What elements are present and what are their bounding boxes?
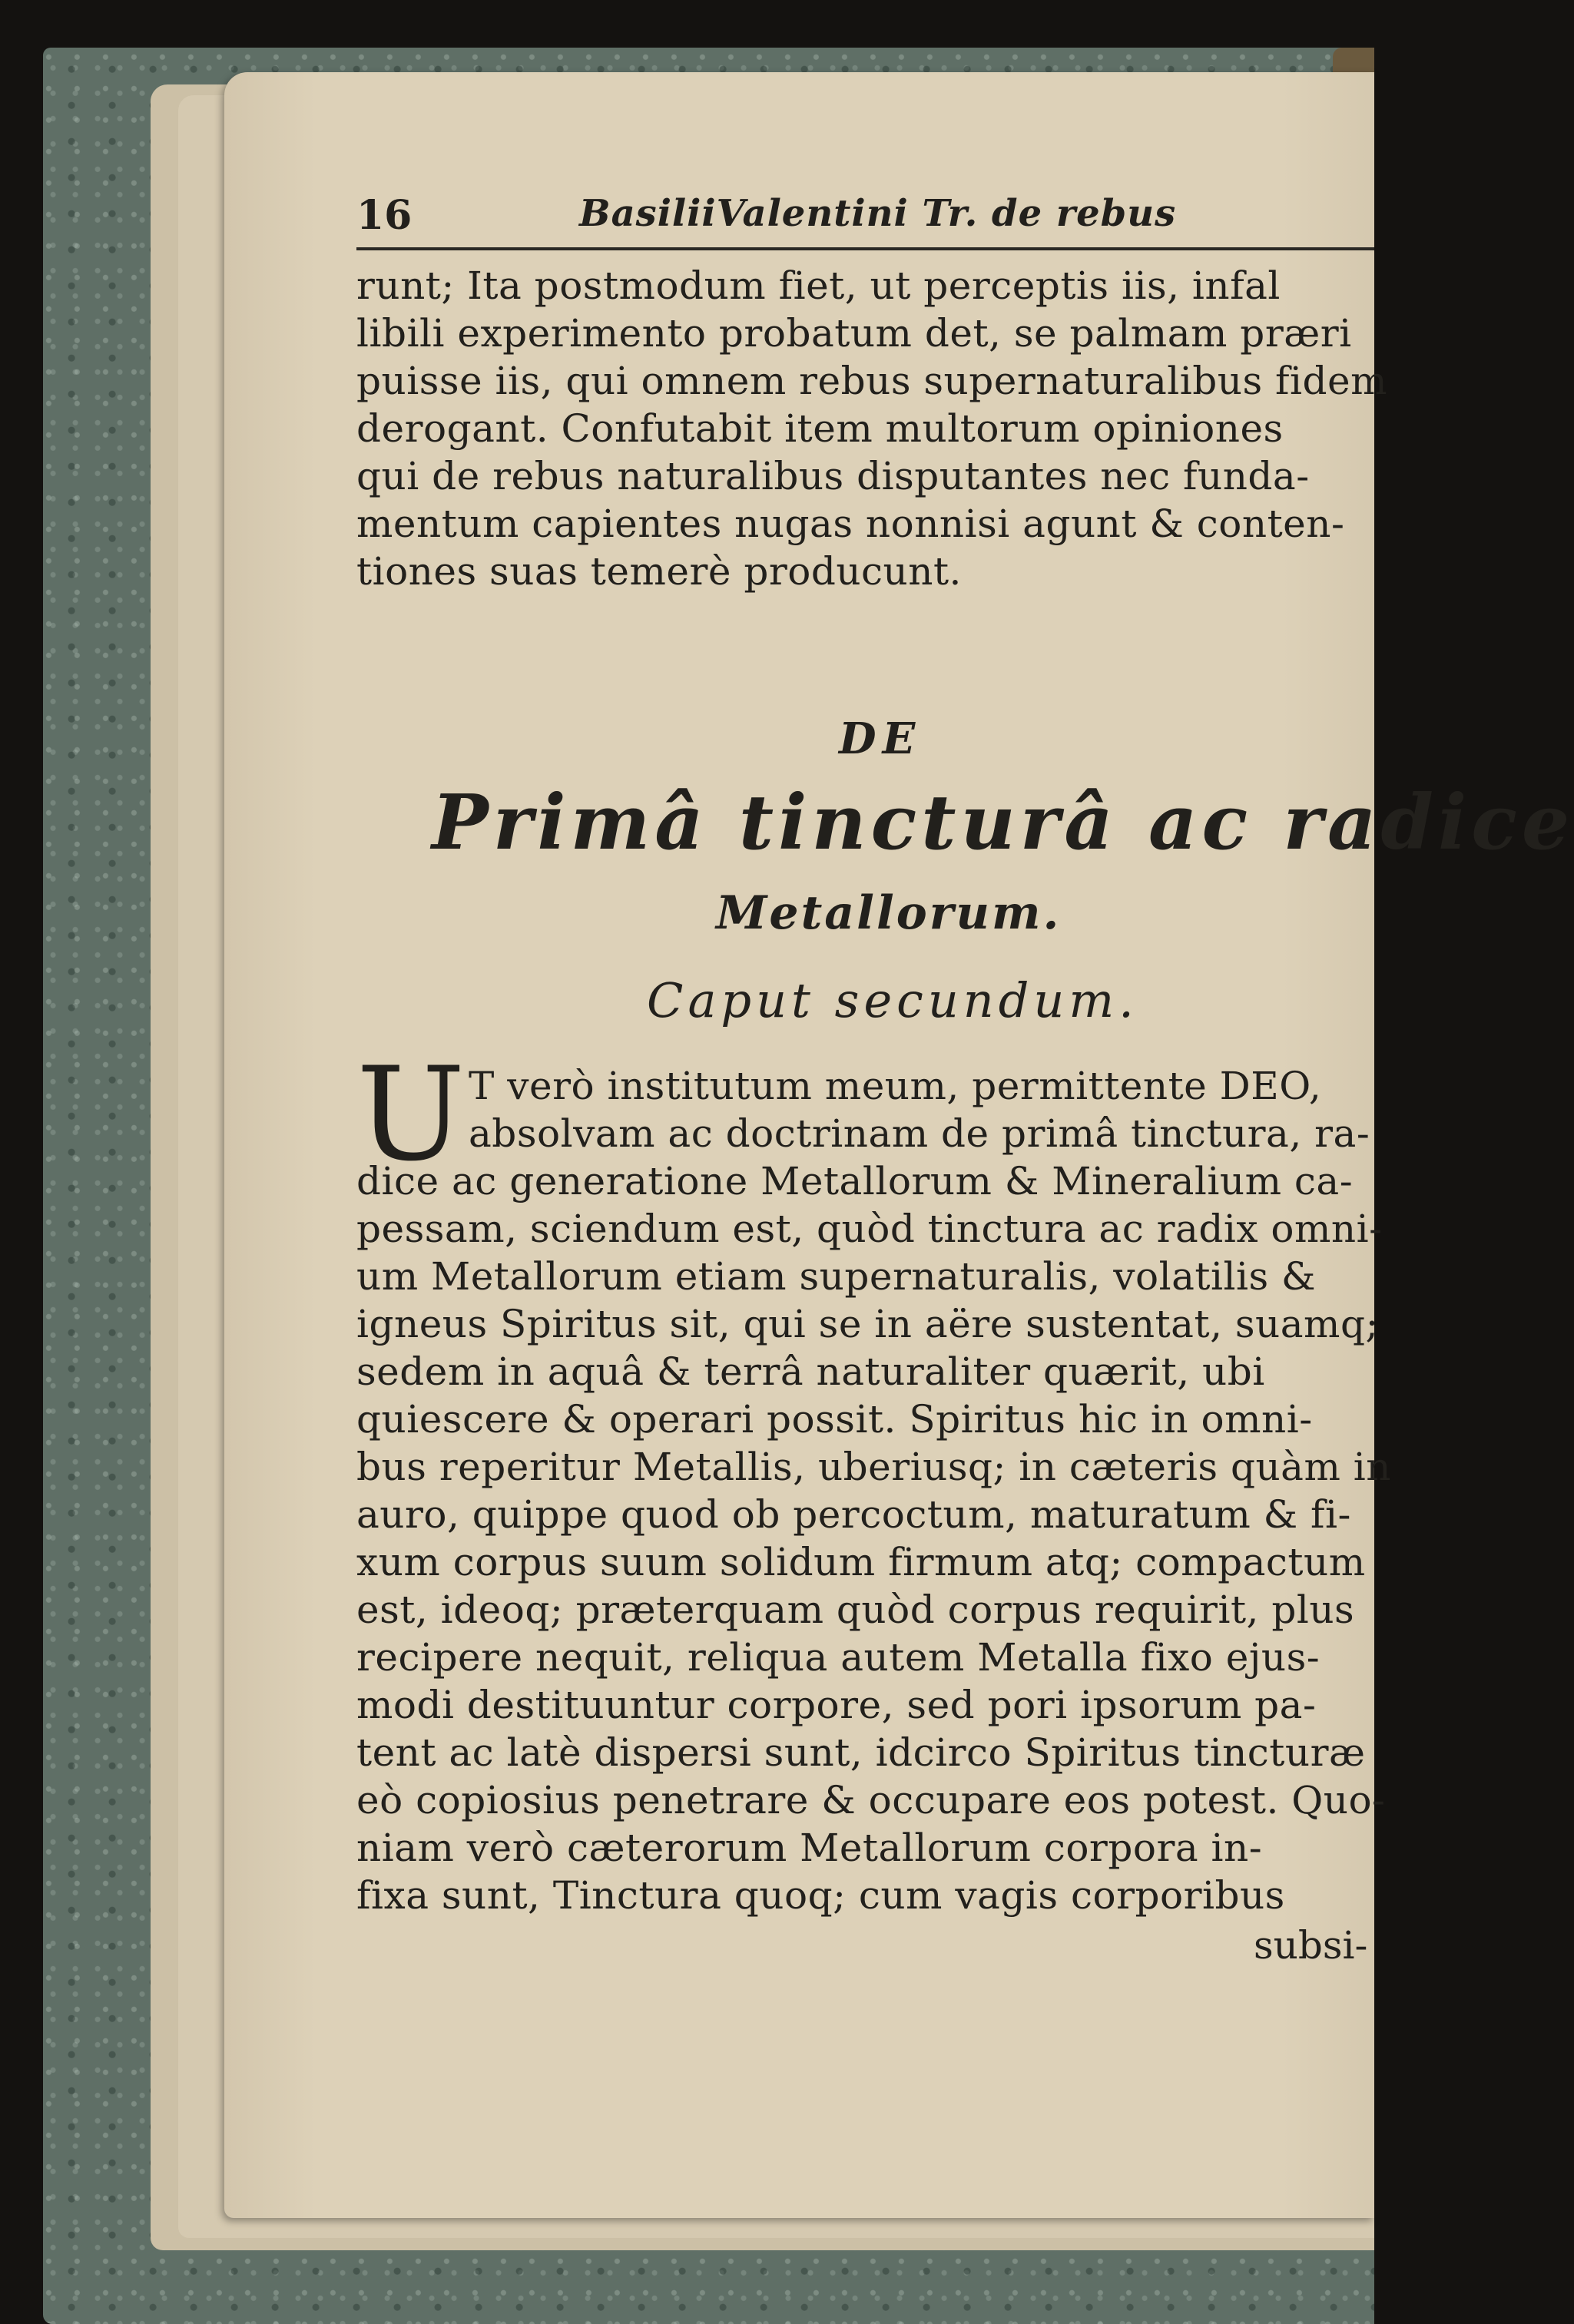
text-line: um Metallorum etiam supernaturalis, volatilis & [356, 1254, 1317, 1299]
text-line: eò copiosius penetrare & occupare eos potest. Quo- [356, 1778, 1386, 1822]
page-number: 16 [356, 192, 413, 239]
text-line: niam verò cæterorum Metallorum corpora in- [356, 1826, 1263, 1870]
text-line: runt; Ita postmodum fiet, ut perceptis iis, infal [356, 263, 1281, 308]
text-line: recipere nequit, reliqua autem Metalla fixo ejus- [356, 1635, 1321, 1680]
text-line: dice ac generatione Metallorum & Mineralium ca- [356, 1159, 1354, 1203]
header-rule [356, 247, 1374, 250]
section-de: DE [839, 713, 922, 764]
text-line: puisse iis, qui omnem rebus supernaturalibus fidem [356, 359, 1388, 403]
catchword: subsi- [1254, 1923, 1368, 1968]
text-line: modi destituuntur corpore, sed pori ipsorum pa- [356, 1683, 1317, 1727]
text-line: derogant. Confutabit item multorum opiniones [356, 406, 1284, 451]
text-line: est, ideoq; præterquam quòd corpus requirit, plus [356, 1587, 1355, 1632]
text-line: quiescere & operari possit. Spiritus hic in omni- [356, 1397, 1313, 1442]
text-line: libili experimento probatum det, se palmam præri [356, 311, 1352, 356]
text-line: xum corpus suum solidum firmum atq; compactum [356, 1540, 1366, 1584]
text-line: pessam, sciendum est, quòd tinctura ac radix omni- [356, 1207, 1383, 1251]
text-line: bus reperitur Metallis, uberiusq; in cæteris quàm in [356, 1445, 1391, 1489]
drop-cap: U [356, 1039, 466, 1190]
section-subtitle: Metallorum. [716, 886, 1062, 940]
text-line: qui de rebus naturalibus disputantes nec funda- [356, 454, 1310, 498]
chapter-heading: Caput secundum. [647, 972, 1138, 1028]
text-line: absolvam ac doctrinam de primâ tinctura, ra- [469, 1111, 1370, 1156]
text-line: auro, quippe quod ob percoctum, maturatum & fi- [356, 1492, 1351, 1537]
text-line: mentum capientes nugas nonnisi agunt & conten- [356, 502, 1345, 546]
section-title: Primâ tincturâ ac radice [432, 779, 1574, 867]
text-line: tiones suas temerè producunt. [356, 549, 962, 594]
running-head: BasiliiValentini Tr. de rebus [579, 192, 1177, 235]
page-header [356, 184, 1374, 253]
text-line: sedem in aquâ & terrâ naturaliter quærit, ubi [356, 1349, 1265, 1394]
text-line: igneus Spiritus sit, qui se in aëre sustentat, suamq; [356, 1302, 1379, 1346]
text-line: fixa sunt, Tinctura quoq; cum vagis corporibus [356, 1873, 1285, 1918]
book-page [224, 72, 1574, 2218]
text-line: T verò institutum meum, permittente DEO, [469, 1064, 1322, 1108]
text-line: tent ac latè dispersi sunt, idcirco Spiritus tincturæ [356, 1730, 1366, 1775]
